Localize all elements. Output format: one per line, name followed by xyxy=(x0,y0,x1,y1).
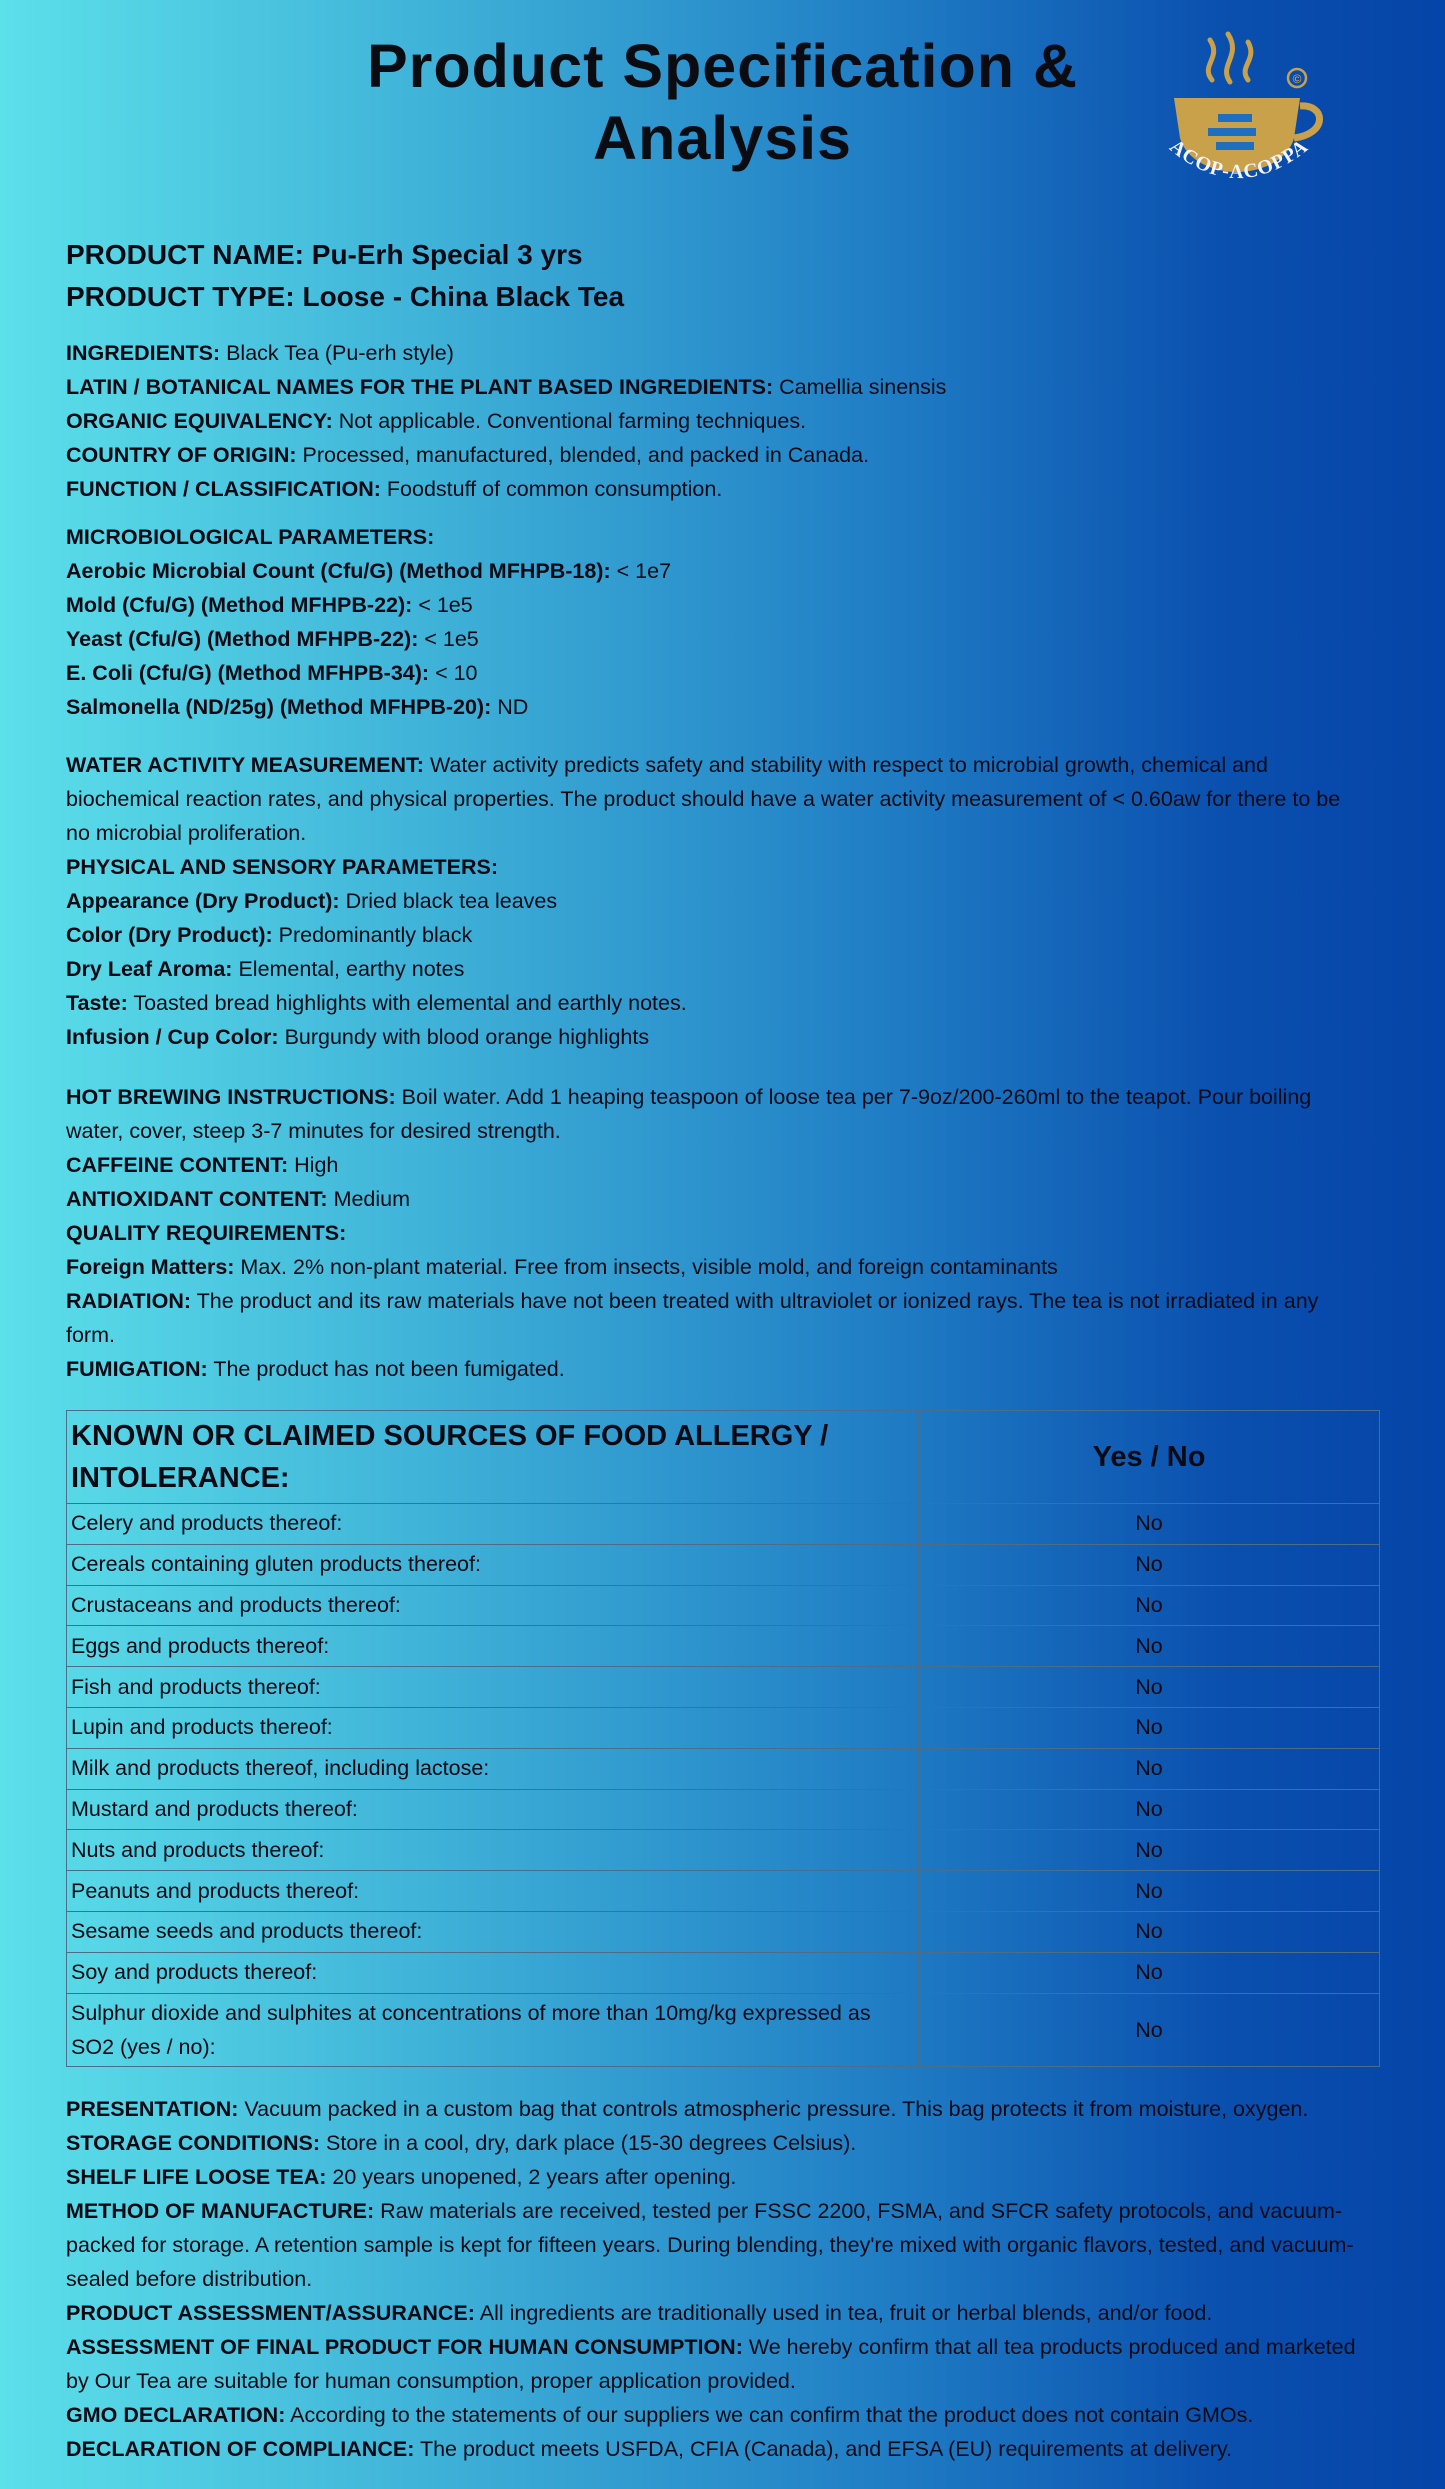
spec-value: Not applicable. Conventional farming techniques. xyxy=(338,409,807,433)
answer-cell: No xyxy=(919,1504,1380,1545)
spec-line xyxy=(66,918,1366,952)
spec-label: ASSESSMENT OF FINAL PRODUCT FOR HUMAN CONSUMPTION: xyxy=(66,2335,743,2359)
spec-line xyxy=(66,656,1366,690)
table-row xyxy=(67,1626,1380,1667)
spec-value: Boil water. Add 1 heaping teaspoon of loose tea per 7-9oz/200-260ml to the teapot. Pour boiling water, cover, steep 3-7 minutes for desired strength. xyxy=(66,1085,1312,1143)
table-row xyxy=(67,1748,1380,1789)
answer-cell: No xyxy=(919,1830,1380,1871)
answer-cell: No xyxy=(919,1952,1380,1993)
spec-value: The product and its raw materials have not been treated with ultraviolet or ionized rays. The tea is not irradiated in any form. xyxy=(66,1289,1319,1347)
spec-line xyxy=(66,336,1366,370)
spec-label: RADIATION: xyxy=(66,1289,192,1313)
table-row xyxy=(67,1830,1380,1871)
answer-cell: No xyxy=(919,1911,1380,1952)
spec-label: Appearance (Dry Product): xyxy=(66,889,340,913)
spec-line xyxy=(66,2126,1366,2160)
allergen-cell: Lupin and products thereof: xyxy=(67,1707,919,1748)
spec-line xyxy=(66,690,1366,724)
table-header-yes-no: Yes / No xyxy=(919,1411,1380,1504)
spec-value: Foodstuff of common consumption. xyxy=(386,477,723,501)
spec-value: Burgundy with blood orange highlights xyxy=(284,1025,650,1049)
spec-label: ANTIOXIDANT CONTENT: xyxy=(66,1187,328,1211)
answer-cell: No xyxy=(919,1707,1380,1748)
spec-label: Mold (Cfu/G) (Method MFHPB-22): xyxy=(66,593,413,617)
spec-line xyxy=(66,1148,1366,1182)
table-row xyxy=(67,1789,1380,1830)
spec-value: Water activity predicts safety and stability with respect to microbial growth, chemical and biochemical reaction rates, and physical properties. The product should have a water activity measurement of < 0.60aw for there to be no microbial proliferation. xyxy=(66,753,1341,845)
spec-value: We hereby confirm that all tea products produced and marketed by Our Tea are suitable for human consumption, proper application provided. xyxy=(66,2335,1356,2393)
spec-line xyxy=(66,2398,1366,2432)
spec-label: WATER ACTIVITY MEASUREMENT: xyxy=(66,753,424,777)
spec-line xyxy=(66,952,1366,986)
spec-label: LATIN / BOTANICAL NAMES FOR THE PLANT BASED INGREDIENTS: xyxy=(66,375,774,399)
spec-label: Color (Dry Product): xyxy=(66,923,273,947)
allergen-cell: Nuts and products thereof: xyxy=(67,1830,919,1871)
water-physical xyxy=(66,748,1366,1054)
title-line-2: Analysis xyxy=(593,104,852,172)
answer-cell: No xyxy=(919,1748,1380,1789)
spec-line xyxy=(66,2330,1366,2398)
product-name-value: Pu-Erh Special 3 yrs xyxy=(311,239,583,270)
answer-cell: No xyxy=(919,1789,1380,1830)
spec-line xyxy=(66,1250,1366,1284)
spec-label: Yeast (Cfu/G) (Method MFHPB-22): xyxy=(66,627,419,651)
spec-line xyxy=(66,884,1366,918)
table-row xyxy=(67,1911,1380,1952)
product-name-label: PRODUCT NAME: xyxy=(66,239,304,270)
table-row xyxy=(67,1871,1380,1912)
table-row xyxy=(67,1993,1380,2066)
allergen-cell: Eggs and products thereof: xyxy=(67,1626,919,1667)
spec-line xyxy=(66,1020,1366,1054)
spec-value: Store in a cool, dry, dark place (15-30 degrees Celsius). xyxy=(326,2131,857,2155)
spec-value: Raw materials are received, tested per FSSC 2200, FSMA, and SFCR safety protocols, and vacuum-packed for storage. A retention sample is kept for fifteen years. During blending, they're mixed with organic flavors, tested, and vacuum-sealed before distribution. xyxy=(66,2199,1354,2291)
spec-line xyxy=(66,438,1366,472)
spec-line xyxy=(66,1352,1366,1386)
spec-label: INGREDIENTS: xyxy=(66,341,221,365)
table-row xyxy=(67,1667,1380,1708)
spec-line xyxy=(66,622,1366,656)
table-header-row xyxy=(67,1411,1380,1504)
section-heading: QUALITY REQUIREMENTS: xyxy=(66,1221,347,1245)
spec-line xyxy=(66,2194,1366,2296)
spec-line xyxy=(66,472,1366,506)
spec-line xyxy=(66,986,1366,1020)
spec-line xyxy=(66,1182,1366,1216)
spec-value: Processed, manufactured, blended, and packed in Canada. xyxy=(302,443,870,467)
allergen-cell: Peanuts and products thereof: xyxy=(67,1871,919,1912)
spec-value: 20 years unopened, 2 years after opening. xyxy=(332,2165,737,2189)
spec-label: DECLARATION OF COMPLIANCE: xyxy=(66,2437,415,2461)
allergen-cell: Sulphur dioxide and sulphites at concentrations of more than 10mg/kg expressed as SO2 (yes / no): xyxy=(67,1993,919,2066)
logo-text: ACOP-ACOPPA xyxy=(1165,135,1313,184)
spec-line xyxy=(66,554,1366,588)
spec-label: Dry Leaf Aroma: xyxy=(66,957,233,981)
product-type-line xyxy=(66,276,624,318)
spec-label: Salmonella (ND/25g) (Method MFHPB-20): xyxy=(66,695,492,719)
teacup-logo-icon xyxy=(1150,20,1335,190)
spec-label: CAFFEINE CONTENT: xyxy=(66,1153,289,1177)
spec-value: < 10 xyxy=(435,661,478,685)
spec-value: ND xyxy=(497,695,529,719)
spec-label: Infusion / Cup Color: xyxy=(66,1025,279,1049)
answer-cell: No xyxy=(919,1667,1380,1708)
spec-label: FUNCTION / CLASSIFICATION: xyxy=(66,477,381,501)
allergen-cell: Crustaceans and products thereof: xyxy=(67,1585,919,1626)
allergen-cell: Mustard and products thereof: xyxy=(67,1789,919,1830)
spec-value: Toasted bread highlights with elemental and earthly notes. xyxy=(133,991,687,1015)
spec-line xyxy=(66,2432,1366,2466)
spec-value: Medium xyxy=(333,1187,411,1211)
spec-label: PRODUCT ASSESSMENT/ASSURANCE: xyxy=(66,2301,475,2325)
spec-line xyxy=(66,2160,1366,2194)
table-row xyxy=(67,1707,1380,1748)
table-header-allergen: KNOWN OR CLAIMED SOURCES OF FOOD ALLERGY / INTOLERANCE: xyxy=(67,1411,919,1504)
spec-label: SHELF LIFE LOOSE TEA: xyxy=(66,2165,327,2189)
spec-line xyxy=(66,370,1366,404)
section-heading: MICROBIOLOGICAL PARAMETERS: xyxy=(66,525,435,549)
allergen-cell: Cereals containing gluten products thereof: xyxy=(67,1544,919,1585)
brewing-quality xyxy=(66,1080,1366,1386)
spec-label: COUNTRY OF ORIGIN: xyxy=(66,443,297,467)
spec-value: Vacuum packed in a custom bag that controls atmospheric pressure. This bag protects it from moisture, oxygen. xyxy=(244,2097,1309,2121)
spec-line xyxy=(66,1284,1366,1352)
allergen-cell: Fish and products thereof: xyxy=(67,1667,919,1708)
spec-line xyxy=(66,1080,1366,1148)
table-row xyxy=(67,1504,1380,1545)
section-heading: PHYSICAL AND SENSORY PARAMETERS: xyxy=(66,855,499,879)
spec-value: Predominantly black xyxy=(278,923,473,947)
general-info xyxy=(66,336,1366,506)
micro-parameters xyxy=(66,520,1366,724)
spec-label: GMO DECLARATION: xyxy=(66,2403,286,2427)
allergen-cell: Soy and products thereof: xyxy=(67,1952,919,1993)
allergen-cell: Celery and products thereof: xyxy=(67,1504,919,1545)
spec-label: ORGANIC EQUIVALENCY: xyxy=(66,409,333,433)
allergen-cell: Sesame seeds and products thereof: xyxy=(67,1911,919,1952)
footer-declarations xyxy=(66,2092,1366,2466)
spec-label: STORAGE CONDITIONS: xyxy=(66,2131,321,2155)
spec-value: Black Tea (Pu-erh style) xyxy=(226,341,454,365)
spec-label: METHOD OF MANUFACTURE: xyxy=(66,2199,375,2223)
answer-cell: No xyxy=(919,1585,1380,1626)
answer-cell: No xyxy=(919,1544,1380,1585)
spec-value: The product has not been fumigated. xyxy=(213,1357,565,1381)
spec-value: < 1e5 xyxy=(418,593,473,617)
spec-value: High xyxy=(294,1153,339,1177)
spec-value: < 1e7 xyxy=(616,559,672,583)
answer-cell: No xyxy=(919,1626,1380,1667)
table-row xyxy=(67,1585,1380,1626)
spec-value: All ingredients are traditionally used in tea, fruit or herbal blends, and/or food. xyxy=(479,2301,1213,2325)
spec-label: E. Coli (Cfu/G) (Method MFHPB-34): xyxy=(66,661,430,685)
spec-line xyxy=(66,404,1366,438)
spec-value: Dried black tea leaves xyxy=(345,889,558,913)
spec-label: PRESENTATION: xyxy=(66,2097,239,2121)
spec-label: FUMIGATION: xyxy=(66,1357,208,1381)
spec-value: According to the statements of our suppliers we can confirm that the product does not contain GMOs. xyxy=(290,2403,1254,2427)
spec-value: The product meets USFDA, CFIA (Canada), and EFSA (EU) requirements at delivery. xyxy=(419,2437,1233,2461)
table-row xyxy=(67,1952,1380,1993)
spec-line xyxy=(66,2296,1366,2330)
product-heading xyxy=(66,234,624,318)
spec-label: Foreign Matters: xyxy=(66,1255,235,1279)
answer-cell: No xyxy=(919,1871,1380,1912)
answer-cell: No xyxy=(919,1993,1380,2066)
product-type-value: Loose - China Black Tea xyxy=(302,281,625,312)
spec-value: Elemental, earthy notes xyxy=(238,957,465,981)
product-name-line xyxy=(66,234,624,276)
spec-value: Max. 2% non-plant material. Free from insects, visible mold, and foreign contaminants xyxy=(240,1255,1058,1279)
allergen-cell: Milk and products thereof, including lactose: xyxy=(67,1748,919,1789)
spec-label: Aerobic Microbial Count (Cfu/G) (Method MFHPB-18): xyxy=(66,559,611,583)
spec-line xyxy=(66,2092,1366,2126)
spec-label: Taste: xyxy=(66,991,128,1015)
spec-line xyxy=(66,588,1366,622)
product-type-label: PRODUCT TYPE: xyxy=(66,281,295,312)
page-title xyxy=(270,30,1175,174)
spec-value: < 1e5 xyxy=(424,627,479,651)
spec-label: HOT BREWING INSTRUCTIONS: xyxy=(66,1085,396,1109)
title-line-1: Product Specification & xyxy=(366,32,1079,100)
logo-copyright-symbol: © xyxy=(1292,72,1302,86)
allergy-table xyxy=(66,1410,1380,2067)
water-activity xyxy=(66,748,1366,850)
table-row xyxy=(67,1544,1380,1585)
spec-value: Camellia sinensis xyxy=(779,375,947,399)
